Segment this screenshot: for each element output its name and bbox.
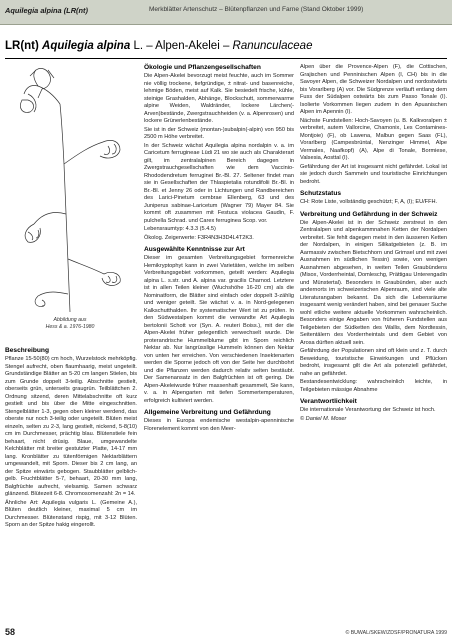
title-divider (5, 58, 447, 59)
page-title (5, 40, 312, 52)
section-heading-general-distribution: Allgemeine Verbreitung und Gefährdung (144, 409, 271, 416)
swiss-threat-text: Gefährdung der Populationen sind oft klein und z. T. durch Beweidung, touristische Einwirkungen und Pflücken bedroht, insgesamt gilt die Art als potenziell gefährdet, nahe an gefährdet. (300, 348, 447, 377)
figure-caption-line: Hess & a. 1976-1980 (45, 323, 95, 330)
section-heading-ecology: Ökologie und Pflanzengesellschaften (144, 64, 261, 71)
column-right (300, 64, 447, 424)
title-family: Ranunculaceae (232, 40, 313, 52)
general-distribution-text: Dieses in Europa endemische westalpin-apenninische Florenelement kommt von den Meer- (144, 418, 294, 432)
header-species: Aquilegia alpina (LR(nt) (5, 6, 88, 15)
column-middle (144, 64, 294, 434)
column-left (5, 347, 137, 531)
similar-species-text: Ähnliche Art: Aquilegia vulgaris L. (Gemeine A.), Blüten deutlich kleiner, maximal 5 cm im Durchmesser. Blütenstand rispig, mit 3-12 Blüten. Sporn an der Spitze hakig eingerollt. (5, 499, 137, 528)
section-heading-knowledge: Ausgewählte Kenntnisse zur Art (144, 246, 245, 253)
threat-text: Gefährdung der Art ist insgesamt nicht gefährdet. Lokal ist sie jedoch durch Sammeln und touristische Einrichtungen bedroht. (300, 163, 447, 185)
copyright-notice: © BUWAL/SKEW/ZDSF/PRONATURA 1999 (345, 630, 447, 636)
section-heading-responsibility: Verantwortlichkeit (300, 398, 357, 405)
responsibility-text: Die internationale Verantwortung der Schweiz ist hoch. (300, 407, 436, 413)
protection-text: CH: Rote Liste, vollständig geschützt; F, A, (I); EU/FFH. (300, 199, 438, 205)
population-trend-text: Bestandesentwicklung: wahrscheinlich leichte, in Teilgebieten mässige Abnahme (300, 379, 447, 393)
knowledge-text: Dieser im gesamten Verbreitungsgebiet formenreiche Hemikryptophyt kann in zwei Varietäten, welche im selben Verbreitungsgebiet vorkommen, geteilt werden: Aquilegia alpina L. s.str. und A. alpina var. gracilis Charnod. Letztere ist in allen Teilen kleiner (Wuchshöhe 16-20 cm) als die Nominatform, die Blätter sind einfach oder doppelt 3-zählig und weniger geteilt. Sie wächst v. a. in Nord-gelegenen Kalkschutthalden. Ihr systematischer Wert ist zu prüfen. In den Südwestalpen kommt die verwandte Art Aquilegia bertolonii Schott vor (Syn. A. reuteri Boiss.), mit der die Alpen-Akelei früher gelegentlich verwechselt wurde. Die proterandrische Hummelblume gibt im Sporn reichlich Nektar ab. Nur langrüsslige Hummeln können den Nektar von unten her erreichen. Von verschiedenen Insektenarten werden die Sporne jedoch oft von der Seite her durchbohrt und die Pflanzen werden dadurch relativ selten bestäubt. Der Samenansatz in den Balgfrüchten ist oft gering. Die Alpen-Akeleiwurde früher massenhaft gesammelt, Sie kann, v. a. in Alpengarten mit tiefen Sommertemperaturen, erfolgreich kultiviert werden. (144, 255, 294, 404)
swiss-distribution-text: Die Alpen-Akelei ist in der Schweiz zerstreut in den Zentralalpen und alpenkammnahen Ketten der Nordalpen verbreitet. Sie fehlt dagegen meist in den äusseren Ketten der Nordalpen, in einigen Silikatgebieten (z. B. im Aarmassiv zwischen Bietschhorn und Grimsel und mit zwei Ausnahmen im südlichen Tessin) sowie, von wenigen Ausnahmen abgesehen, in weiten Teilen Graubündens (Misox, Vorderrheintal, Domleschg, Prättigau Unterengadin und Münstertal). Besonders in Graubünden, aber auch andernorts im schweizerischen Alpenraum, sind viele alte Literaturangaben bekannt. Da sich die Lebensräume insgesamt wenig verändert haben, sind bei genauer Suche wohl etliche weitere aktuelle Vorkommen wahrscheinlich. Besonders einige Angaben von früheren Fundstellen aus Teilgebieten der Südketten des Wallis, dem Nordtessin, Seitentälern des Vorderrheintals und dem Gebiet von Arosa dürften aktuell sein. (300, 219, 447, 346)
ecology-communities-text: In der Schweiz wächst Aquilegia alpina nordalpin v. a. im Caricetum ferrugineae Lüdi 21 wo sie auch als Charakterart gilt, im zentralalpinen Bereich dagegen in Zwergstrauchgesellschaften wie dem Vaccinio-Rhododendretum ferruginei Br.-Bl. 27. Seltener findet man sie in Gesellschaften der Thlaspietalia rotundifolii Br.-Bl. in Br.-Bl. et Jenny 26 oder in Lichtungen und Randbereichen des Larici-Pinetum cembrae Ellenberg, 63 und des Juniperus sabinae-Laricetum (Wagner 79) Mayer 84. Sie kommt oft zusammen mit Festuca violacea Gaudin, F. pulchella Schrad. und Carex ferruginea Scop. vor. (144, 142, 294, 224)
distribution-continued-text: Alpen über die Provence-Alpen (F), die Cottischen, Grajischen und Penninischen Alpen (I, CH) bis in die Savoyer Alpen, die Schweizer Nordalpen und nordostwärts bis Vorarlberg (A) vor. Die Südgrenze verläuft entlang dem Fuss der Südalpen ostwärts bis zum Passo Tonale (I). Isolierte Vorkommen liegen zudem in den Apuanischen Alpen im Apennin (I). (300, 64, 447, 115)
title-redlist-code: LR(nt) (5, 40, 39, 52)
section-heading-protection: Schutzstatus (300, 190, 342, 197)
plant-illustration (8, 64, 134, 314)
habitat-type-text: Lebensraumtyp: 4.3.3 (5.4.5) (144, 226, 216, 232)
author-signature: © Daniel M. Moser (300, 415, 347, 422)
indicator-values-text: Ökolog. Zeigerwerte: F3R4N3H3D4L4T2K3. (144, 234, 254, 241)
nearest-sites-text: Nächste Fundstellen: Hoch-Savoyen (u. B. Kalkvoralpen ± verbreitet, autem Vallorcine, Chamonix, Les Contamines-Montjoie) (F), ob Lawena, Malbun gegen Saas (FL), Vorarlberg (Campesbrüntal, Nenzinger Himmel, Alpe Vermales, Naafkopf) (A), Alpe di Tonale, Bormiese, Valsesia, Aosttal (I). (300, 117, 447, 161)
figure-caption-line: Abbildung aus (53, 317, 87, 323)
title-scientific-name: Aquilegia alpina (42, 40, 131, 52)
ecology-text: Die Alpen-Akelei bevorzugt meist feuchte, auch im Sommer nie völlig trockene, tiefgründige, ± nitrat- und basenreiche, lehmige Böden, meist auf Kalk. Sie besiedelt frische, kühle, steinige Grashalden, Abhänge, Blockschutt, sommerwarme alpine Weiden, Waldränder, lockere Lärchen(-Arven)bestände, Zwergstrauchheiden (v. a. Alpenrosen) und lockere Grünerlenbestände. (144, 73, 294, 124)
page-number: 58 (5, 627, 16, 637)
running-header (0, 0, 452, 25)
section-heading-description: Beschreibung (5, 347, 49, 354)
section-heading-swiss-distribution: Verbreitung und Gefährdung in der Schweiz (300, 210, 438, 218)
figure-caption (5, 317, 135, 330)
description-text: Pflanze 15-50(80) cm hoch, Wurzelstock mehrköpfig. Stengel aufrecht, oben flaumhaarig, meist ungeteilt. Grundständige Blätter an 5-20 cm langen Stielen, bis zum Grunde doppelt 3-teilig. Abschnitte gestielt, oberseits grün, unterseits graugrün. Teilblättchen 2. Ordnung sitzend, deren Mittelabschnitte oft kurz gestielt und bis über die Mitte eingeschnitten. Stengelblätter 1-3, gegen oben kleiner werdend, das oberste nur noch 3-teilig oder ungeteilt. Blüten meist einzeln, selten zu 2-3, lang gestielt, nickend, 5-8(10) cm im Durchmesser, prächtig blau. Blütenstiele fein behaart, nicht drüsig. Blaue, umgewandelte Kelchblätter mit breiter gestutzter Platte, 14-17 mm lang. Kronblätter zu tütenförmigen Nektarblättern umgewandelt, mit Sporn. Dieser bis 2 cm lang, an der Spitze einwärts gebogen. Staubblätter gelblich-gelb. Fruchtblätter 5-7, behaart, 20-30 mm lang, Balgfrüchte aufrecht, vielsamig. Samen schwarz glänzend. Blütezeit 6-8. Chromosomenzahl: 2n = 14. (5, 356, 137, 497)
title-common-name: L. – Alpen-Akelei – (133, 40, 230, 52)
ecology-altitude-text: Sie ist in der Schweiz (montan-)subalpin(-alpin) von 950 bis 2500 m Höhe verbreitet. (144, 126, 294, 140)
header-series-title: Merkblätter Artenschutz – Blütenpflanzen und Farne (Stand Oktober 1999) (149, 6, 364, 13)
